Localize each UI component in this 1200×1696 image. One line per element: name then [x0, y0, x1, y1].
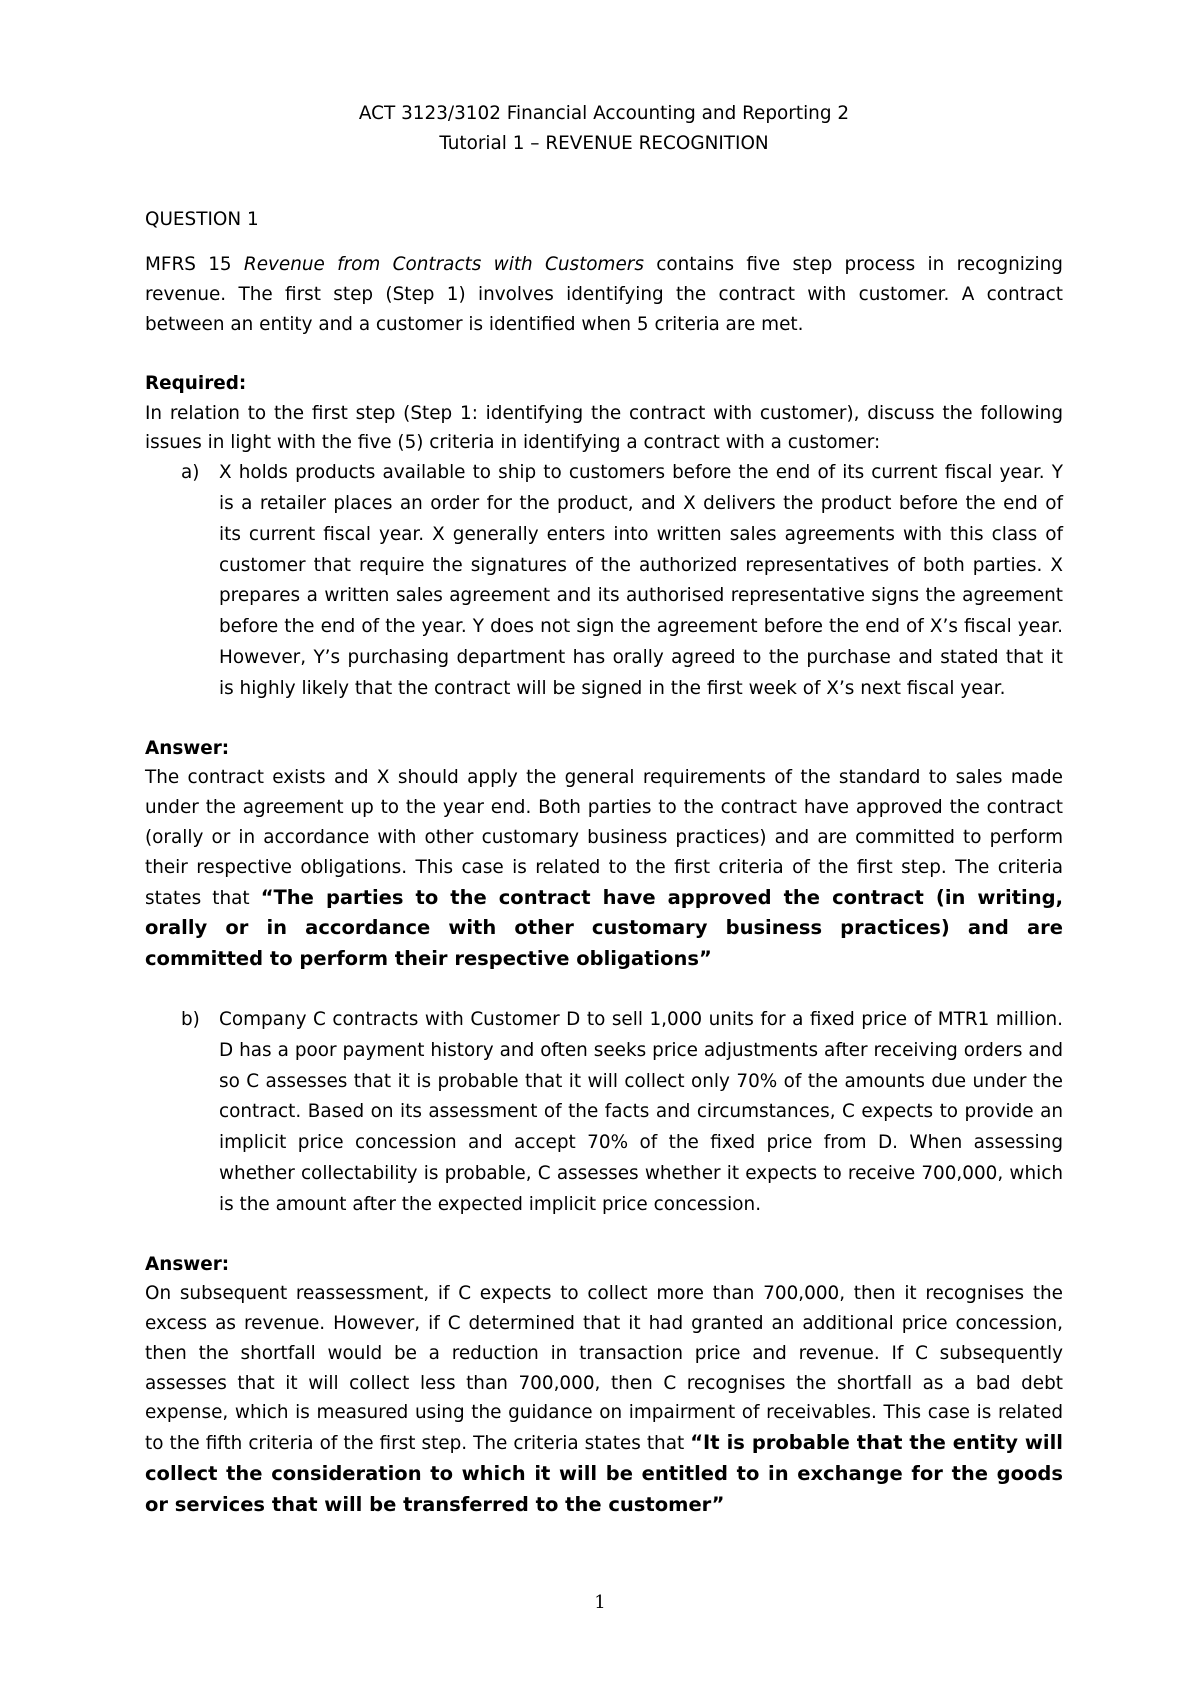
intro-suffix: contains five step process in recognizing revenue. The first step (Step 1) involves identifying the contract with customer. A contract between an entity and a customer is identified when 5 criteria are met. [145, 254, 1063, 335]
question-item-a [181, 458, 1063, 704]
tutorial-title: Tutorial 1 – REVENUE RECOGNITION [439, 132, 769, 154]
answer-label: Answer: [145, 737, 230, 759]
answer-body: The contract exists and X should apply the general requirements of the standard to sales made under the agreement up to the year end. Both parties to the contract have approved the contract (orally or in accordance with other customary business practices) and are committed to perform their respective obligations. This case is related to the first criteria of the first step. The criteria states that [145, 767, 1063, 909]
question-item-b [181, 1005, 1063, 1221]
answer-text [145, 763, 1063, 975]
item-marker: b) [181, 1008, 200, 1030]
answer-criteria-quote: “The parties to the contract have approved the contract (in writing, orally or in accordance with other customary business practices) and are committed to perform their respective obligations” [145, 885, 1063, 971]
answer-body: On subsequent reassessment, if C expects to collect more than 700,000, then it recognises the excess as revenue. However, if C determined that it had granted an additional price concession, then the shortfall would be a reduction in transaction price and revenue. If C subsequently assesses that it will collect less than 700,000, then C recognises the shortfall as a bad debt expense, which is measured using the guidance on impairment of receivables. This case is related to the fifth criteria of the first step. The criteria states that [145, 1283, 1063, 1455]
question-intro [145, 250, 1063, 339]
answer-text [145, 1279, 1063, 1520]
intro-prefix: MFRS 15 [145, 254, 244, 276]
required-section [145, 369, 1063, 458]
required-text: In relation to the first step (Step 1: identifying the contract with customer), discuss the following issues in light with the five (5) criteria in identifying a contract with a customer: [145, 402, 1063, 454]
page-number: 1 [594, 1592, 606, 1613]
title-block [145, 99, 1063, 159]
standard-name: Revenue from Contracts with Customers [243, 254, 644, 276]
course-title: ACT 3123/3102 Financial Accounting and Reporting 2 [358, 103, 850, 124]
answer-a [145, 734, 1063, 975]
required-label: Required: [145, 372, 247, 394]
item-marker: a) [181, 462, 200, 484]
answer-label: Answer: [145, 1253, 230, 1275]
answer-criteria-quote: “It is probable that the entity will collect the consideration to which it will be entitled to in exchange for the goods or services that will be transferred to the customer” [145, 1431, 1063, 1516]
question-heading: QUESTION 1 [145, 208, 259, 230]
item-text: Company C contracts with Customer D to sell 1,000 units for a fixed price of MTR1 million. D has a poor payment history and often seeks price adjustments after receiving orders and so C assesses that it is probable that it will collect only 70% of the amounts due under the contract. Based on its assessment of the facts and circumstances, C expects to provide an implicit price concession and accept 70% of the fixed price from D. When assessing whether collectability is probable, C assesses whether it expects to receive 700,000, which is the amount after the expected implicit price concession. [219, 1008, 1063, 1215]
item-text: X holds products available to ship to customers before the end of its current fiscal year. Y is a retailer places an order for the product, and X delivers the product before the end of its current fiscal year. X generally enters into written sales agreements with this class of customer that require the signatures of the authorized representatives of both parties. X prepares a written sales agreement and its authorised representative signs the agreement before the end of the year. Y does not sign the agreement before the end of X’s fiscal year. However, Y’s purchasing department has orally agreed to the purchase and stated that it is highly likely that the contract will be signed in the first week of X’s next fiscal year. [219, 462, 1063, 699]
answer-b [145, 1250, 1063, 1521]
